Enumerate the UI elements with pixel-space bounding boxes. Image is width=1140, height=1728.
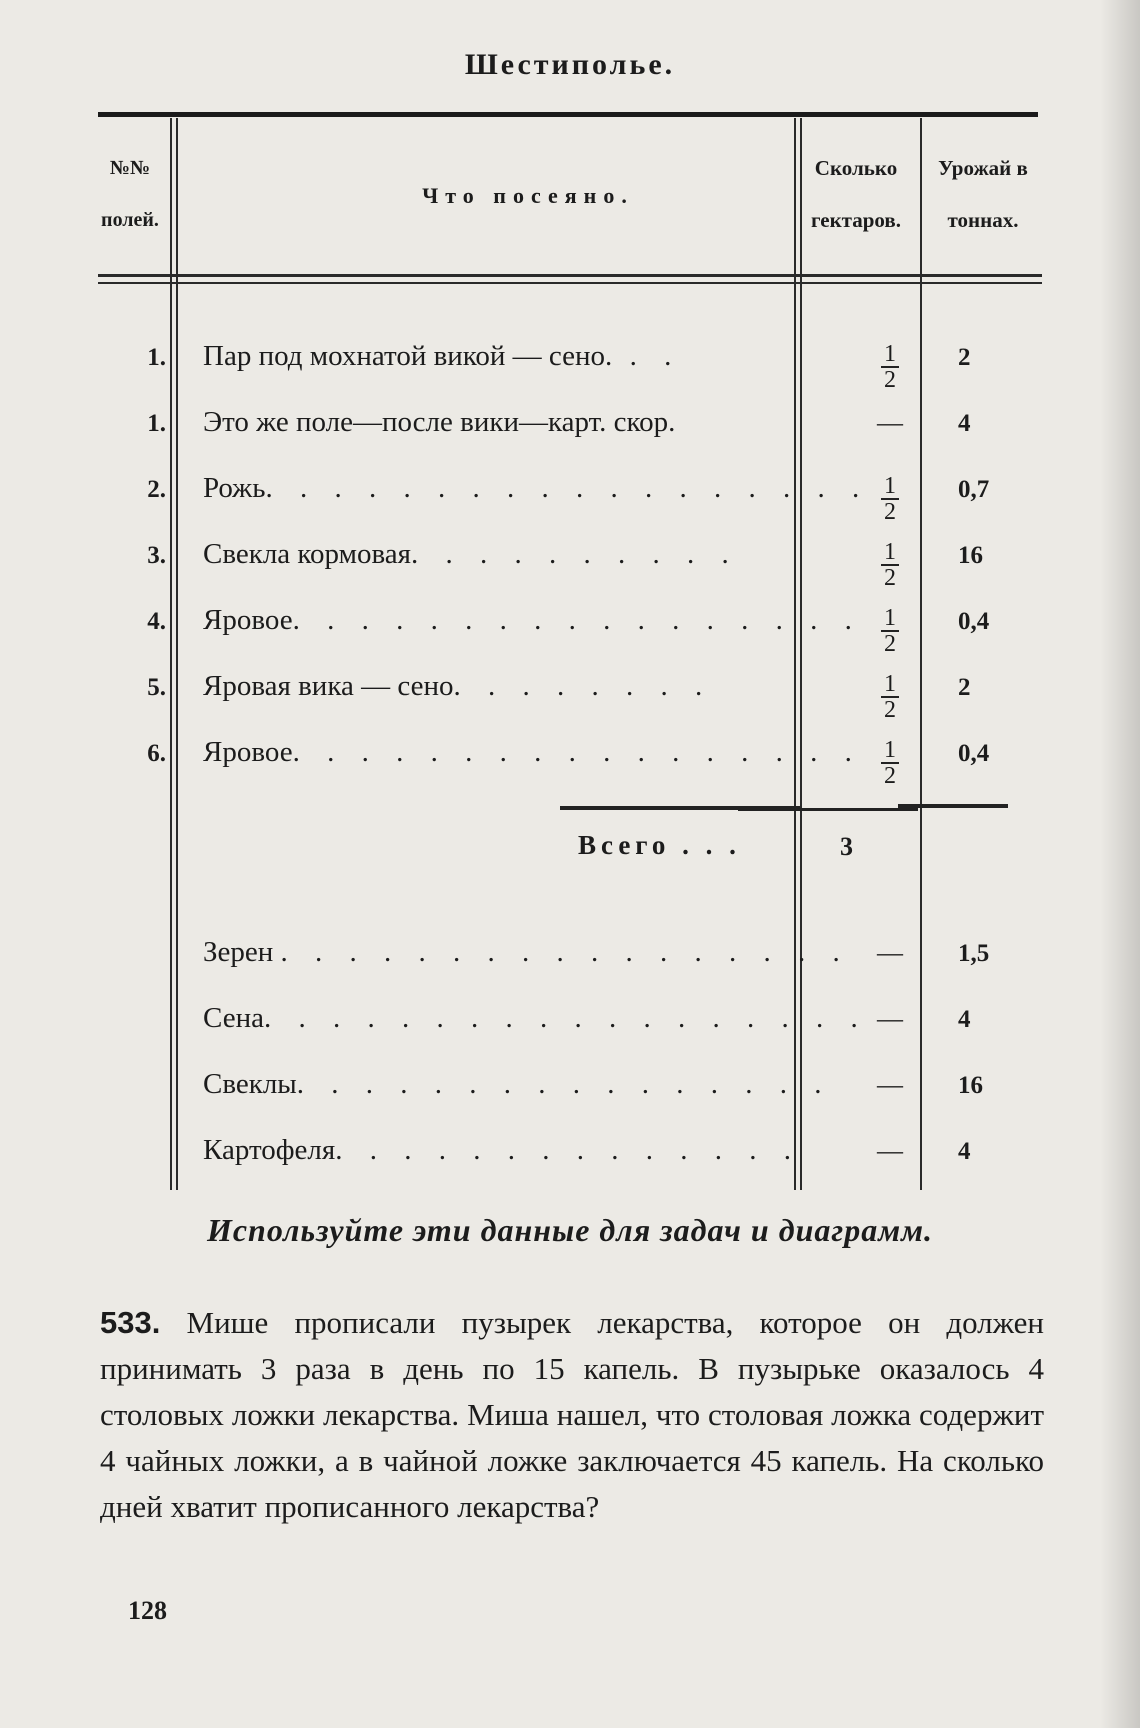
field-number: 3. bbox=[147, 542, 166, 569]
header-rule bbox=[98, 274, 1042, 277]
total-value: 3 bbox=[840, 832, 853, 861]
hectares-cell: — bbox=[877, 938, 903, 967]
field-number: 4. bbox=[147, 608, 166, 635]
summary-name: Сена. . . . . . . . . . . . . . . . . . bbox=[203, 1002, 868, 1034]
hectares-cell: $\frac{1}{2}$ bbox=[828, 540, 952, 592]
page-number: 128 bbox=[128, 1596, 167, 1625]
crop-name: Свекла кормовая. . . . . . . . . . bbox=[203, 538, 739, 570]
page-title: Шестиполье. bbox=[464, 48, 676, 81]
header-hectares: Сколько гектаров. bbox=[811, 156, 901, 232]
crop-rotation-table bbox=[98, 110, 1042, 1190]
table-row bbox=[98, 528, 1042, 594]
table-row bbox=[98, 462, 1042, 528]
header-field-no: №№ полей. bbox=[101, 157, 159, 231]
table-row bbox=[98, 330, 1042, 396]
header-yield: Урожай в тоннах. bbox=[938, 156, 1028, 232]
field-number: 1. bbox=[147, 410, 166, 437]
header-rule bbox=[98, 282, 1042, 284]
crop-name: Яровое. . . . . . . . . . . . . . . . . bbox=[203, 736, 862, 768]
crop-name: Это же поле—после вики—карт. скор. bbox=[203, 406, 676, 438]
field-number: 5. bbox=[147, 674, 166, 701]
summary-name: Свеклы. . . . . . . . . . . . . . . . bbox=[203, 1068, 832, 1100]
total-rule bbox=[738, 808, 918, 811]
total-label: Всего . . . bbox=[578, 830, 741, 860]
yield-cell: 4 bbox=[958, 1138, 971, 1165]
table-caption: Используйте эти данные для задач и диаграмм. bbox=[206, 1212, 934, 1248]
crop-name: Пар под мохнатой викой — сено. . . bbox=[203, 340, 682, 372]
yield-cell: 0,7 bbox=[958, 476, 990, 503]
summary-row bbox=[98, 1124, 1042, 1190]
summary-name: Картофеля. . . . . . . . . . . . . . bbox=[203, 1134, 801, 1166]
yield-cell: 4 bbox=[958, 1006, 971, 1033]
problem-text: Мише прописали пузырек лекарства, которое он должен принимать 3 раза в день по 15 капель. В пузырьке оказалось 4 столовых ложки лекарства. Миша нашел, что столовая ложка содержит 4 чайных ложки, а в чайной ложке заключается 45 капель. На сколько дней хватит прописанного лекарства? bbox=[100, 1305, 1045, 1524]
hectares-cell: $\frac{1}{2}$ bbox=[828, 738, 952, 790]
field-number: 1. bbox=[147, 344, 166, 371]
yield-cell: 0,4 bbox=[958, 740, 990, 767]
summary-row bbox=[98, 1058, 1042, 1124]
hectares-cell: — bbox=[877, 408, 903, 437]
yield-cell: 16 bbox=[958, 542, 983, 569]
yield-cell: 4 bbox=[958, 410, 971, 437]
table-row bbox=[98, 660, 1042, 726]
hectares-cell: — bbox=[877, 1070, 903, 1099]
problem-533 bbox=[100, 1300, 1044, 1530]
crop-name: Яровое. . . . . . . . . . . . . . . . . bbox=[203, 604, 862, 636]
yield-cell: 2 bbox=[958, 344, 971, 371]
hectares-cell: $\frac{1}{2}$ bbox=[828, 606, 952, 658]
yield-cell: 1,5 bbox=[958, 940, 990, 967]
summary-row bbox=[98, 926, 1042, 992]
table-row bbox=[98, 396, 1042, 462]
crop-name: Яровая вика — сено. . . . . . . . bbox=[203, 670, 713, 702]
yield-cell: 16 bbox=[958, 1072, 983, 1099]
summary-name: Зерен . . . . . . . . . . . . . . . . . bbox=[203, 936, 850, 968]
hectares-cell: $\frac{1}{2}$ bbox=[828, 474, 952, 526]
page-edge-shadow bbox=[1100, 0, 1140, 1728]
field-number: 2. bbox=[147, 476, 166, 503]
field-number: 6. bbox=[147, 740, 166, 767]
yield-cell: 2 bbox=[958, 674, 971, 701]
table-row bbox=[98, 726, 1042, 792]
table-row bbox=[98, 594, 1042, 660]
crop-name: Рожь. . . . . . . . . . . . . . . . . . bbox=[203, 472, 870, 504]
problem-number: 533. bbox=[100, 1305, 161, 1340]
total-rule bbox=[898, 804, 1008, 808]
yield-cell: 0,4 bbox=[958, 608, 990, 635]
summary-row bbox=[98, 992, 1042, 1058]
hectares-cell: $\frac{1}{2}$ bbox=[828, 342, 952, 394]
table-top-rule bbox=[98, 112, 1038, 117]
hectares-cell: $\frac{1}{2}$ bbox=[828, 672, 952, 724]
hectares-cell: — bbox=[877, 1004, 903, 1033]
header-sown: Что посеяно. bbox=[422, 183, 634, 208]
hectares-cell: — bbox=[877, 1136, 903, 1165]
